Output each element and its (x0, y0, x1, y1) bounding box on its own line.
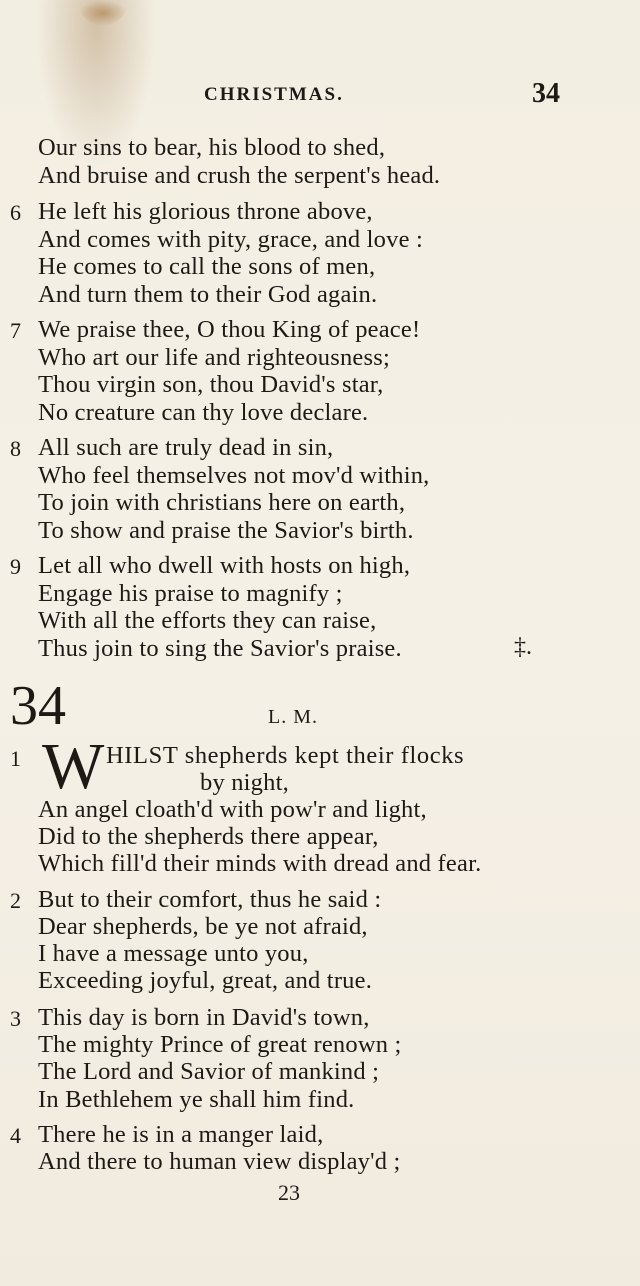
continuation-line: Our sins to bear, his blood to shed, (38, 134, 386, 161)
verse-line: In Bethlehem ye shall him find. (38, 1086, 355, 1113)
verse-line: And comes with pity, grace, and love : (38, 226, 423, 253)
verse-line: Let all who dwell with hosts on high, (38, 552, 411, 579)
hymn-meter: L. M. (268, 706, 318, 728)
verse-line: And turn them to their God again. (38, 281, 378, 308)
verse-line: HILST shepherds kept their flocks (106, 742, 465, 769)
page-number: 23 (278, 1180, 300, 1205)
verse-line: by night, (200, 769, 289, 796)
verse-line: He left his glorious throne above, (38, 198, 373, 225)
verse-line: An angel cloath'd with pow'r and light, (38, 796, 427, 823)
verse-line: With all the efforts they can raise, (38, 607, 377, 634)
verse-number: 1 (10, 746, 21, 771)
verse-line: Which fill'd their minds with dread and fear. (38, 850, 482, 877)
verse-line: This day is born in David's town, (38, 1004, 370, 1031)
verse-number: 3 (10, 1006, 21, 1031)
verse-line: Who art our life and righteousness; (38, 344, 390, 371)
verse-line: The mighty Prince of great renown ; (38, 1031, 402, 1058)
verse-line: The Lord and Savior of mankind ; (38, 1058, 380, 1085)
verse-line: Who feel themselves not mov'd within, (38, 462, 430, 489)
verse-number: 4 (10, 1123, 21, 1148)
end-mark: ‡. (514, 634, 532, 660)
verse-line: He comes to call the sons of men, (38, 253, 376, 280)
verse-line: We praise thee, O thou King of peace! (38, 316, 421, 343)
verse-line: Did to the shepherds there appear, (38, 823, 379, 850)
verse-line: Thou virgin son, thou David's star, (38, 371, 384, 398)
verse-line: To join with christians here on earth, (38, 489, 406, 516)
drop-cap: W (42, 730, 105, 803)
verse-line: And there to human view display'd ; (38, 1148, 401, 1175)
verse-line: To show and praise the Savior's birth. (38, 517, 414, 544)
verse-number: 9 (10, 554, 21, 579)
verse-line: All such are truly dead in sin, (38, 434, 334, 461)
verse-number: 8 (10, 436, 21, 461)
verse-line: I have a message unto you, (38, 940, 309, 967)
verse-line: Engage his praise to magnify ; (38, 580, 343, 607)
verse-line: Exceeding joyful, great, and true. (38, 967, 373, 994)
verse-line: Dear shepherds, be ye not afraid, (38, 913, 368, 940)
verse-number: 2 (10, 888, 21, 913)
running-hymn-number: 34 (532, 78, 560, 109)
page-stain (78, 0, 128, 26)
running-head (0, 78, 640, 110)
verse-line: There he is in a manger laid, (38, 1121, 324, 1148)
verse-number: 7 (10, 318, 21, 343)
continuation-line: And bruise and crush the serpent's head. (38, 162, 441, 189)
verse-line: No creature can thy love declare. (38, 399, 369, 426)
hymn-number: 34 (10, 675, 66, 737)
verse-number: 6 (10, 200, 21, 225)
verse-line: But to their comfort, thus he said : (38, 886, 382, 913)
running-title: CHRISTMAS. (204, 84, 344, 105)
verse-line: Thus join to sing the Savior's praise. (38, 635, 402, 662)
